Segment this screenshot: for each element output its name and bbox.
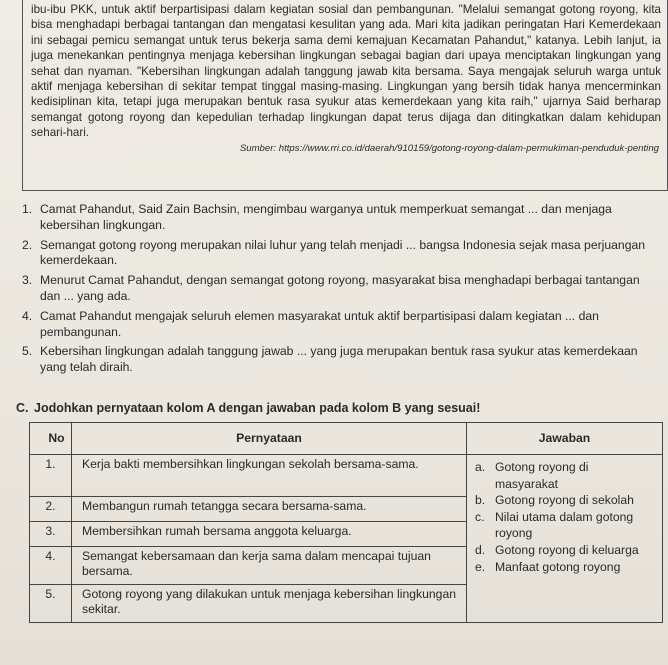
- answer-letter: e.: [475, 559, 486, 574]
- question-text: Semangat gotong royong merupakan nilai luhur yang telah menjadi ... bangsa Indonesia sejak masa perjuangan kemerdekaan.: [40, 237, 646, 268]
- question-number: 4.: [22, 308, 33, 323]
- answer-text: Manfaat gotong royong: [495, 559, 621, 574]
- answer-text: Gotong royong di masyarakat: [495, 460, 589, 491]
- row-number: 2.: [30, 497, 72, 522]
- reading-passage-box: [22, 0, 668, 191]
- row-statement: Membangun rumah tetangga secara bersama-sama.: [72, 497, 467, 522]
- answer-letter: a.: [475, 460, 486, 474]
- question-item: [8, 238, 660, 270]
- row-number: 5.: [30, 585, 72, 623]
- section-instruction: Jodohkan pernyataan kolom A dengan jawaban pada kolom B yang sesuai!: [34, 401, 481, 415]
- question-number: 5.: [22, 344, 33, 359]
- answer-item: [475, 492, 654, 509]
- header-answer: Jawaban: [467, 423, 663, 455]
- answer-item: [475, 509, 654, 542]
- answer-letter: b.: [475, 493, 486, 508]
- question-item: [8, 344, 660, 376]
- table-row: [30, 455, 663, 497]
- row-statement: Gotong royong yang dilakukan untuk menjaga kebersihan lingkungan sekitar.: [72, 585, 467, 623]
- answer-letter: d.: [475, 542, 486, 557]
- answer-item: [475, 459, 654, 492]
- passage-text: ibu-ibu PKK, untuk aktif berpartisipasi dalam kegiatan sosial dan pembangunan. "Melalui semangat gotong royong, kita bisa menghadapi berbagai tantangan dan mengatasi kesulitan yang ada. Mari kita jadikan peringatan Hari Kemerdekaan ini sebagai pemicu semangat untuk terus bekerja sama demi kemajuan Kecamatan Pahandut," katanya. Lebih lanjut, ia juga menekankan pentingnya menjaga kebersihan lingkungan sebagai bagian dari upaya menciptakan lingkungan yang sehat dan nyaman. "Kebersihan lingkungan adalah tanggung jawab kita bersama. Saya mengajak seluruh warga untuk aktif menjaga kebersihan di sekitar tempat tinggal masing-masing. Lingkungan yang bersih tidak hanya mencerminkan kedisiplinan kita, tetapi juga merupakan bentuk rasa syukur atas kemerdekaan yang kita raih," ujarnya Said berharap semangat gotong royong dan kepedulian terhadap lingkungan dapat terus dijaga dan ditingkatkan dalam kehidupan sehari-hari.: [31, 3, 661, 140]
- question-text: Kebersihan lingkungan adalah tanggung jawab ... yang juga merupakan bentuk rasa syukur atas kemerdekaan yang telah diraih.: [40, 344, 638, 375]
- row-statement: Semangat kebersamaan dan kerja sama dalam mencapai tujuan bersama.: [72, 547, 467, 585]
- section-letter: C.: [16, 401, 29, 415]
- answer-letter: c.: [475, 509, 485, 524]
- row-number: 4.: [30, 547, 72, 585]
- question-item: [8, 202, 660, 234]
- fill-in-questions: [8, 202, 660, 380]
- row-statement: Kerja bakti membersihkan lingkungan sekolah bersama-sama.: [72, 455, 467, 497]
- header-statement: Pernyataan: [72, 423, 467, 455]
- passage-source: Sumber: https://www.rri.co.id/daerah/910159/gotong-royong-dalam-permukiman-penduduk-penting: [239, 142, 659, 154]
- row-statement: Membersihkan rumah bersama anggota keluarga.: [72, 522, 467, 547]
- matching-table: [29, 422, 663, 623]
- question-number: 2.: [22, 237, 33, 252]
- answer-item: [475, 542, 654, 559]
- question-number: 1.: [22, 202, 33, 216]
- answer-text: Nilai utama dalam gotong royong: [495, 509, 634, 541]
- answer-text: Gotong royong di sekolah: [495, 493, 634, 508]
- row-number: 3.: [30, 522, 72, 547]
- question-text: Camat Pahandut mengajak seluruh elemen masyarakat untuk aktif berpartisipasi dalam kegiatan ... dan pembangunan.: [40, 308, 599, 339]
- answer-column: [467, 455, 663, 623]
- question-text: Camat Pahandut, Said Zain Bachsin, mengimbau warganya untuk memperkuat semangat ... dan menjaga kebersihan lingkungan.: [40, 202, 612, 232]
- row-number: 1.: [30, 455, 72, 497]
- section-c-heading: [16, 401, 480, 415]
- question-item: [8, 309, 660, 341]
- question-text: Menurut Camat Pahandut, dengan semangat gotong royong, masyarakat bisa menghadapi berbagai tantangan dan ... yang ada.: [40, 273, 640, 303]
- question-item: [8, 273, 660, 305]
- header-no: No: [30, 423, 72, 455]
- answer-text: Gotong royong di keluarga: [495, 542, 639, 557]
- answer-item: [475, 559, 654, 576]
- question-number: 3.: [22, 273, 33, 288]
